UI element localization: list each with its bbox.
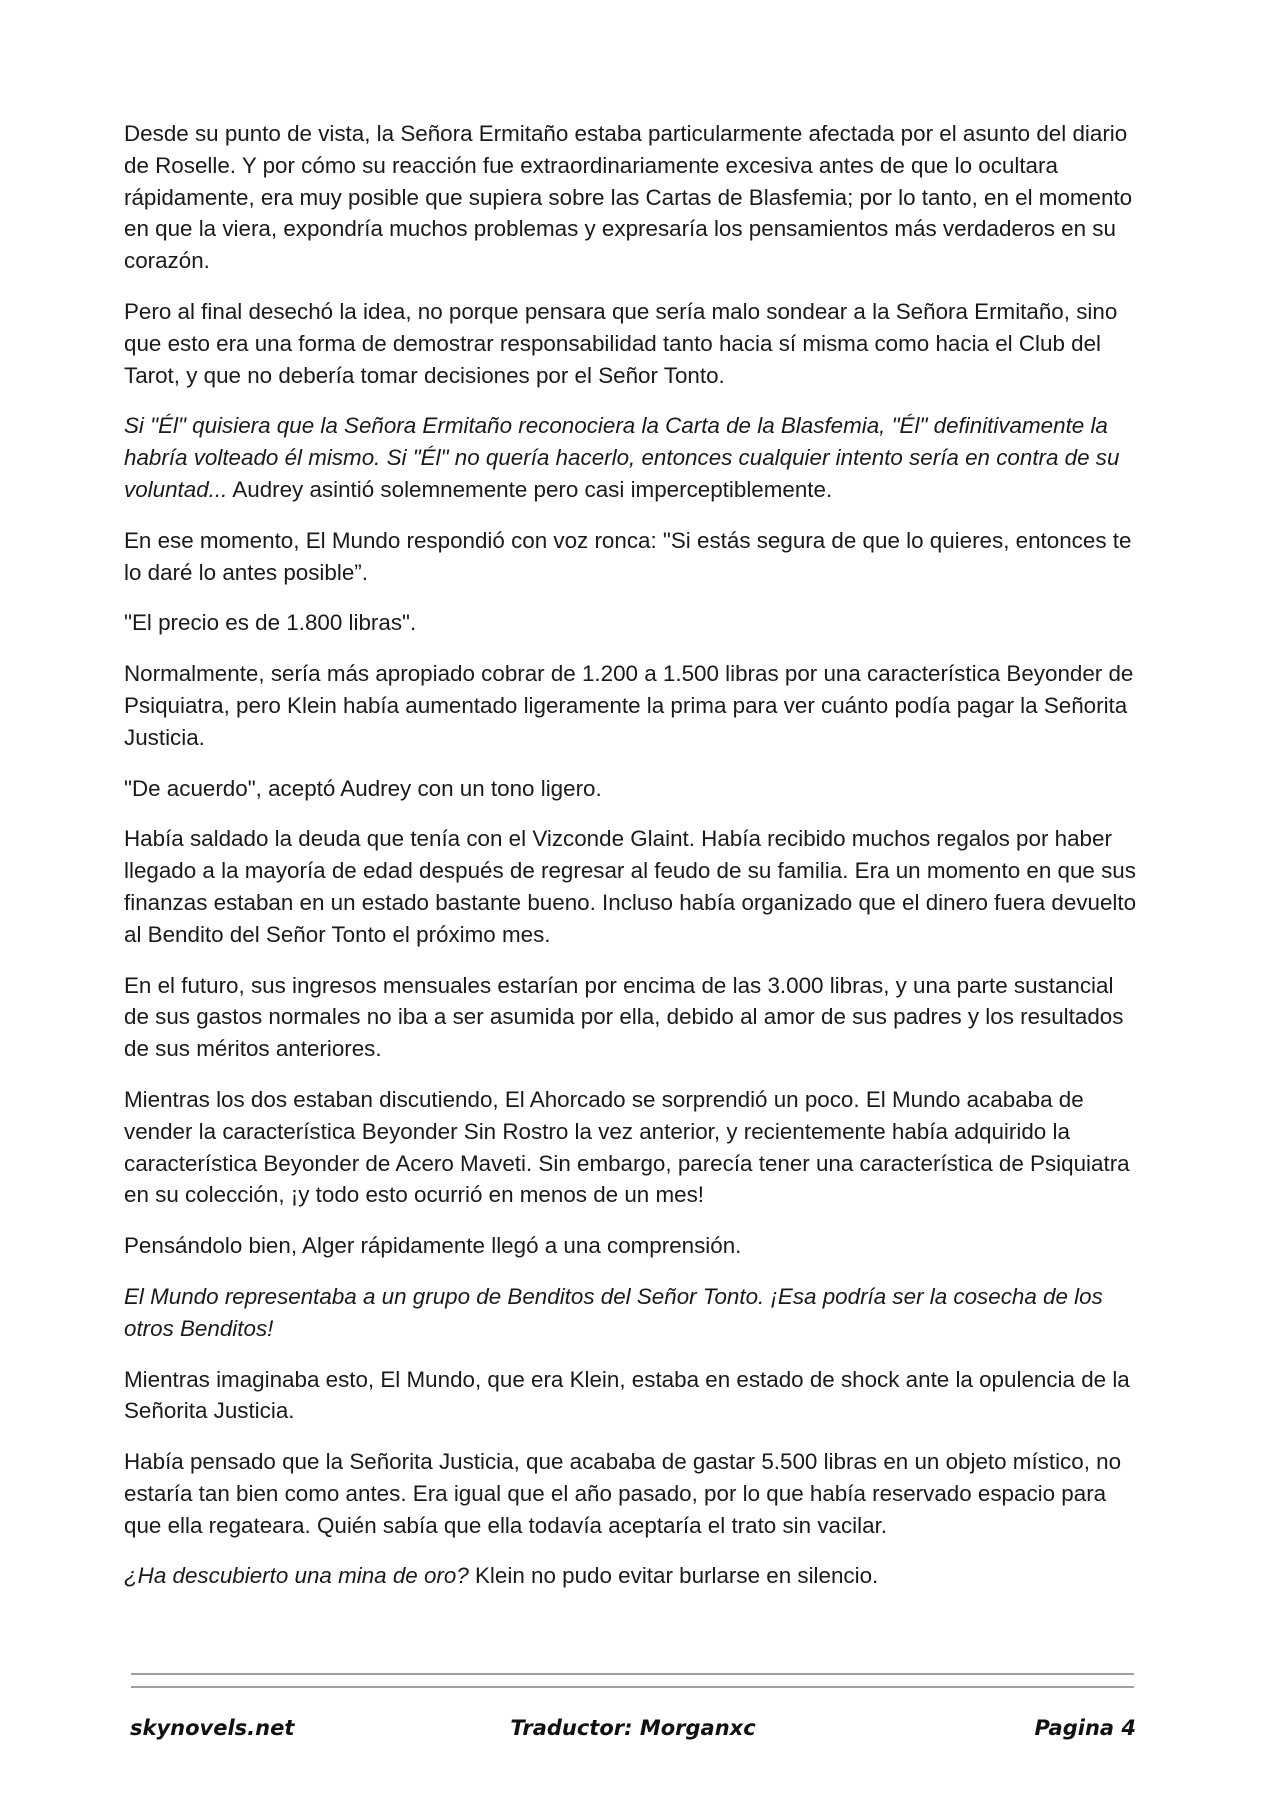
text-run: En el futuro, sus ingresos mensuales estarían por encima de las 3.000 libras, y una parte sustancial de sus gastos normales no iba a ser asumida por ella, debido al amor de sus padres y los resultados de sus méritos anteriores.: [124, 972, 1124, 1062]
italic-text-run: ¿Ha descubierto una mina de oro?: [124, 1563, 469, 1589]
text-run: Desde su punto de vista, la Señora Ermitaño estaba particularmente afectada por el asunto del diario de Roselle. Y por cómo su reacción fue extraordinariamente excesiva antes de que lo ocultara rápidamente, era muy posible que supiera sobre las Cartas de Blasfemia; por lo tanto, en el momento en que la viera, expondría muchos problemas y expresaría los pensamientos más verdaderos en su corazón.: [124, 121, 1133, 274]
text-run: Audrey asintió solemnemente pero casi imperceptiblemente.: [227, 476, 833, 502]
paragraph: [124, 970, 1144, 1065]
paragraph: [124, 1084, 1144, 1211]
paragraph: [124, 658, 1144, 753]
text-run: Normalmente, sería más apropiado cobrar de 1.200 a 1.500 libras por una característica Beyonder de Psiquiatra, pero Klein había aumentado ligeramente la prima para ver cuánto podía pagar la Señorita Justicia.: [124, 661, 1134, 750]
italic-text-run: Si "Él" quisiera que la Señora Ermitaño reconociera la Carta de la Blasfemia, "Él" definitivamente la habría volteado él mismo. Si "Él" no quería hacerlo, entonces cualquier intento sería en contra de su voluntad...: [124, 413, 1120, 502]
paragraph: [124, 1560, 1144, 1592]
italic-text-run: El Mundo representaba a un grupo de Benditos del Señor Tonto. ¡Esa podría ser la cosecha de los otros Benditos!: [124, 1283, 1103, 1341]
text-run: Mientras imaginaba esto, El Mundo, que era Klein, estaba en estado de shock ante la opulencia de la Señorita Justicia.: [124, 1366, 1130, 1424]
text-run: Mientras los dos estaban discutiendo, El Ahorcado se sorprendió un poco. El Mundo acababa de vender la característica Beyonder Sin Rostro la vez anterior, y recientemente había adquirido la característica Beyonder de Acero Maveti. Sin embargo, parecía tener una característica de Psiquiatra en su colección, ¡y todo esto ocurrió en menos de un mes!: [124, 1086, 1130, 1208]
paragraph: [124, 525, 1144, 589]
text-run: "De acuerdo", aceptó Audrey con un tono ligero.: [124, 775, 602, 801]
text-run: Había pensado que la Señorita Justicia, que acababa de gastar 5.500 libras en un objeto místico, no estaría tan bien como antes. Era igual que el año pasado, por lo que había reservado espacio para que ella regateara. Quién sabía que ella todavía aceptaría el trato sin vacilar.: [124, 1449, 1122, 1538]
paragraph: [124, 410, 1144, 505]
paragraph: [124, 1230, 1144, 1262]
footer-page-number: Pagina 4: [1034, 1716, 1136, 1740]
text-run: Pensándolo bien, Alger rápidamente llegó a una comprensión.: [124, 1233, 742, 1259]
page-footer: [130, 1716, 1136, 1756]
footer-divider-top: [131, 1673, 1134, 1675]
footer-site: skynovels.net: [130, 1716, 295, 1740]
text-run: "El precio es de 1.800 libras".: [124, 610, 417, 636]
text-run: En ese momento, El Mundo respondió con voz ronca: "Si estás segura de que lo quieres, entonces te lo daré lo antes posible”.: [124, 527, 1132, 585]
text-run: Pero al final desechó la idea, no porque pensara que sería malo sondear a la Señora Ermitaño, sino que esto era una forma de demostrar responsabilidad tanto hacia sí misma como hacia el Club del Tarot, y que no debería tomar decisiones por el Señor Tonto.: [124, 298, 1118, 388]
footer-divider-bottom: [131, 1686, 1134, 1688]
text-run: Klein no pudo evitar burlarse en silencio.: [468, 1563, 879, 1589]
paragraph: [124, 823, 1144, 950]
footer-translator: Traductor: Morganxc: [510, 1716, 756, 1740]
paragraph: [124, 773, 1144, 805]
text-run: Había saldado la deuda que tenía con el Vizconde Glaint. Había recibido muchos regalos por haber llegado a la mayoría de edad después de regresar al feudo de su familia. Era un momento en que sus finanzas estaban en un estado bastante bueno. Incluso había organizado que el dinero fuera devuelto al Bendito del Señor Tonto el próximo mes.: [124, 826, 1137, 947]
paragraph: [124, 607, 1144, 639]
paragraph: [124, 1364, 1144, 1428]
paragraph: [124, 118, 1144, 277]
paragraph: [124, 1446, 1144, 1541]
paragraph: [124, 296, 1144, 391]
paragraph: [124, 1281, 1144, 1345]
page-body: [124, 118, 1144, 1611]
